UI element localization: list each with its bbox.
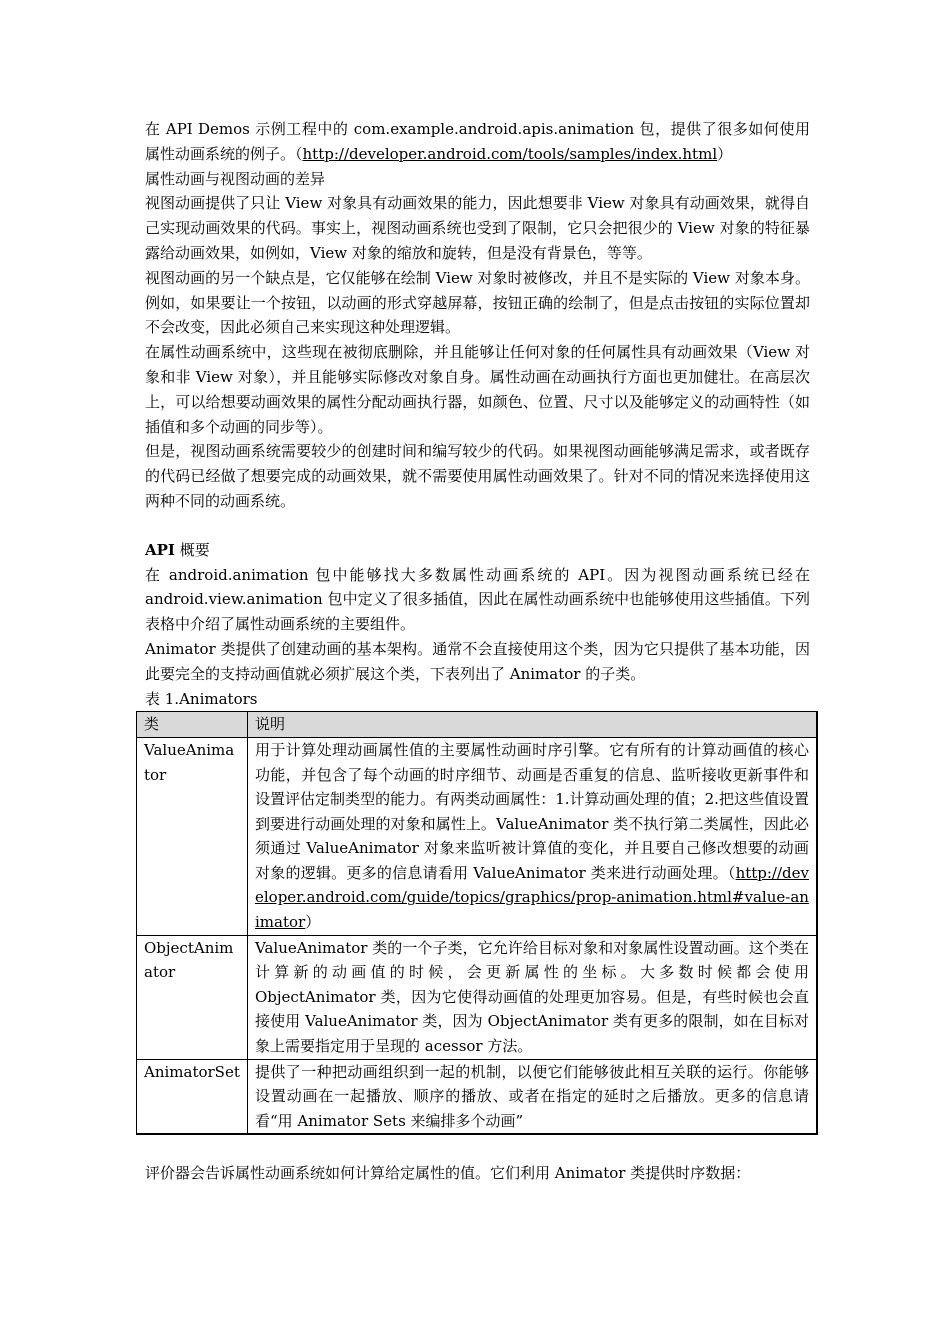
table-header-row [137, 712, 818, 738]
paragraph-tradeoff: 但是，视图动画系统需要较少的创建时间和编写较少的代码。如果视图动画能够满足需求，或者既存的代码已经做了想要完成的动画效果，就不需要使用属性动画效果了。针对不同的情况来选择使用这两种不同的动画系统。 [145, 442, 810, 510]
heading-api-bold: API [145, 540, 175, 559]
paragraph-view-animation-drawback: 视图动画的另一个缺点是，它仅能够在绘制 View 对象时被修改，并且不是实际的 View 对象本身。例如，如果要让一个按钮，以动画的形式穿越屏幕，按钮正确的绘制了，但是点击按钮的实际位置却不会改变，因此必须自己来实现这种处理逻辑。 [145, 268, 810, 337]
paragraph-animator-class: Animator 类提供了创建动画的基本架构。通常不会直接使用这个类，因为它只提供了基本功能，因此要完全的支持动画值就必须扩展这个类，下表列出了 Animator 的子类。 [145, 639, 810, 683]
header-description: 说明 [248, 712, 818, 738]
header-class: 类 [137, 712, 248, 738]
table-caption: 表 1.Animators [145, 689, 258, 708]
description-text: 用于计算处理动画属性值的主要属性动画时序引擎。它有所有的计算动画值的核心功能，并包含了每个动画的时序细节、动画是否重复的信息、监听接收更新事件和设置评估定制类型的能力。有两类动画属性：1.计算动画处理的值；2.把这些值设置到要进行动画处理的对象和属性上。ValueAnimator 类不执行第二类属性，因此必须通过 ValueAnimator 对象来监听被计算值的变化，并且要自己修改想要的动画对象的逻辑。更多的信息请看用 ValueAnimator 类来进行动画处理。（ [255, 740, 809, 882]
heading-api-overview [145, 538, 810, 563]
description-cell [248, 737, 818, 935]
table-row [137, 1059, 818, 1134]
value-animator-link[interactable]: http://developer.android.com/guide/topics/graphics/prop-animation.html#value-animator [255, 863, 809, 932]
paragraph-view-animation-limits: 视图动画提供了只让 View 对象具有动画效果的能力，因此想要非 View 对象具有动画效果，就得自己实现动画效果的代码。事实上，视图动画系统也受到了限制，它只会把很少的 View 对象的特征暴露给动画效果，如例如，View 对象的缩放和旋转，但是没有背景色，等等。 [145, 194, 810, 262]
document-page [145, 117, 810, 1186]
paragraph-evaluators: 评价器会告诉属性动画系统如何计算给定属性的值。它们利用 Animator 类提供时序数据： [145, 1164, 751, 1183]
section-spacer [145, 514, 810, 538]
class-cell: AnimatorSet [137, 1059, 248, 1134]
intro-samples-tail: ） [717, 144, 733, 163]
description-cell: ValueAnimator 类的一个子类，它允许给目标对象和对象属性设置动画。这个类在计算新的动画值的时候，会更新属性的坐标。大多数时候都会使用 ObjectAnimator 类，因为它使得动画值的处理更加容易。但是，有些时候也会直接使用 ValueAnimator 类，因为 ObjectAnimator 类有更多的限制，如在目标对象上需要指定用于呈现的 acessor 方法。 [248, 935, 818, 1059]
table-row [137, 935, 818, 1059]
samples-link[interactable]: http://developer.android.com/tools/samples/index.html [302, 144, 718, 163]
animators-table [136, 711, 818, 1135]
paragraph-property-animation: 在属性动画系统中，这些现在被彻底删除，并且能够让任何对象的任何属性具有动画效果（View 对象和非 View 对象），并且能够实际修改对象自身。属性动画在动画执行方面也更加健壮。在高层次上，可以给想要动画效果的属性分配动画执行器，如颜色、位置、尺寸以及能够定义的动画特性（如插值和多个动画的同步等）。 [145, 343, 810, 436]
heading-api-rest: 概要 [174, 540, 210, 559]
description-tail: ） [305, 913, 321, 932]
class-cell: ObjectAnimator [137, 935, 248, 1059]
paragraph-api-package: 在 android.animation 包中能够找大多数属性动画系统的 API。因为视图动画系统已经在 android.view.animation 包中定义了很多插值，因此在属性动画系统中也能够使用这些插值。下列表格中介绍了属性动画系统的主要组件。 [145, 565, 810, 634]
table-row [137, 737, 818, 935]
intro-samples-text: 在 API Demos 示例工程中的 com.example.android.apis.animation 包，提供了很多如何使用属性动画系统的例子。（ [145, 120, 810, 163]
class-cell: ValueAnimator [137, 737, 248, 935]
intro-paragraph-samples [145, 117, 810, 167]
description-cell: 提供了一种把动画组织到一起的机制，以便它们能够彼此相互关联的运行。你能够设置动画在一起播放、顺序的播放、或者在指定的延时之后播放。更多的信息请看“用 Animator Sets 来编排多个动画” [248, 1059, 818, 1134]
heading-differences: 属性动画与视图动画的差异 [145, 169, 326, 188]
